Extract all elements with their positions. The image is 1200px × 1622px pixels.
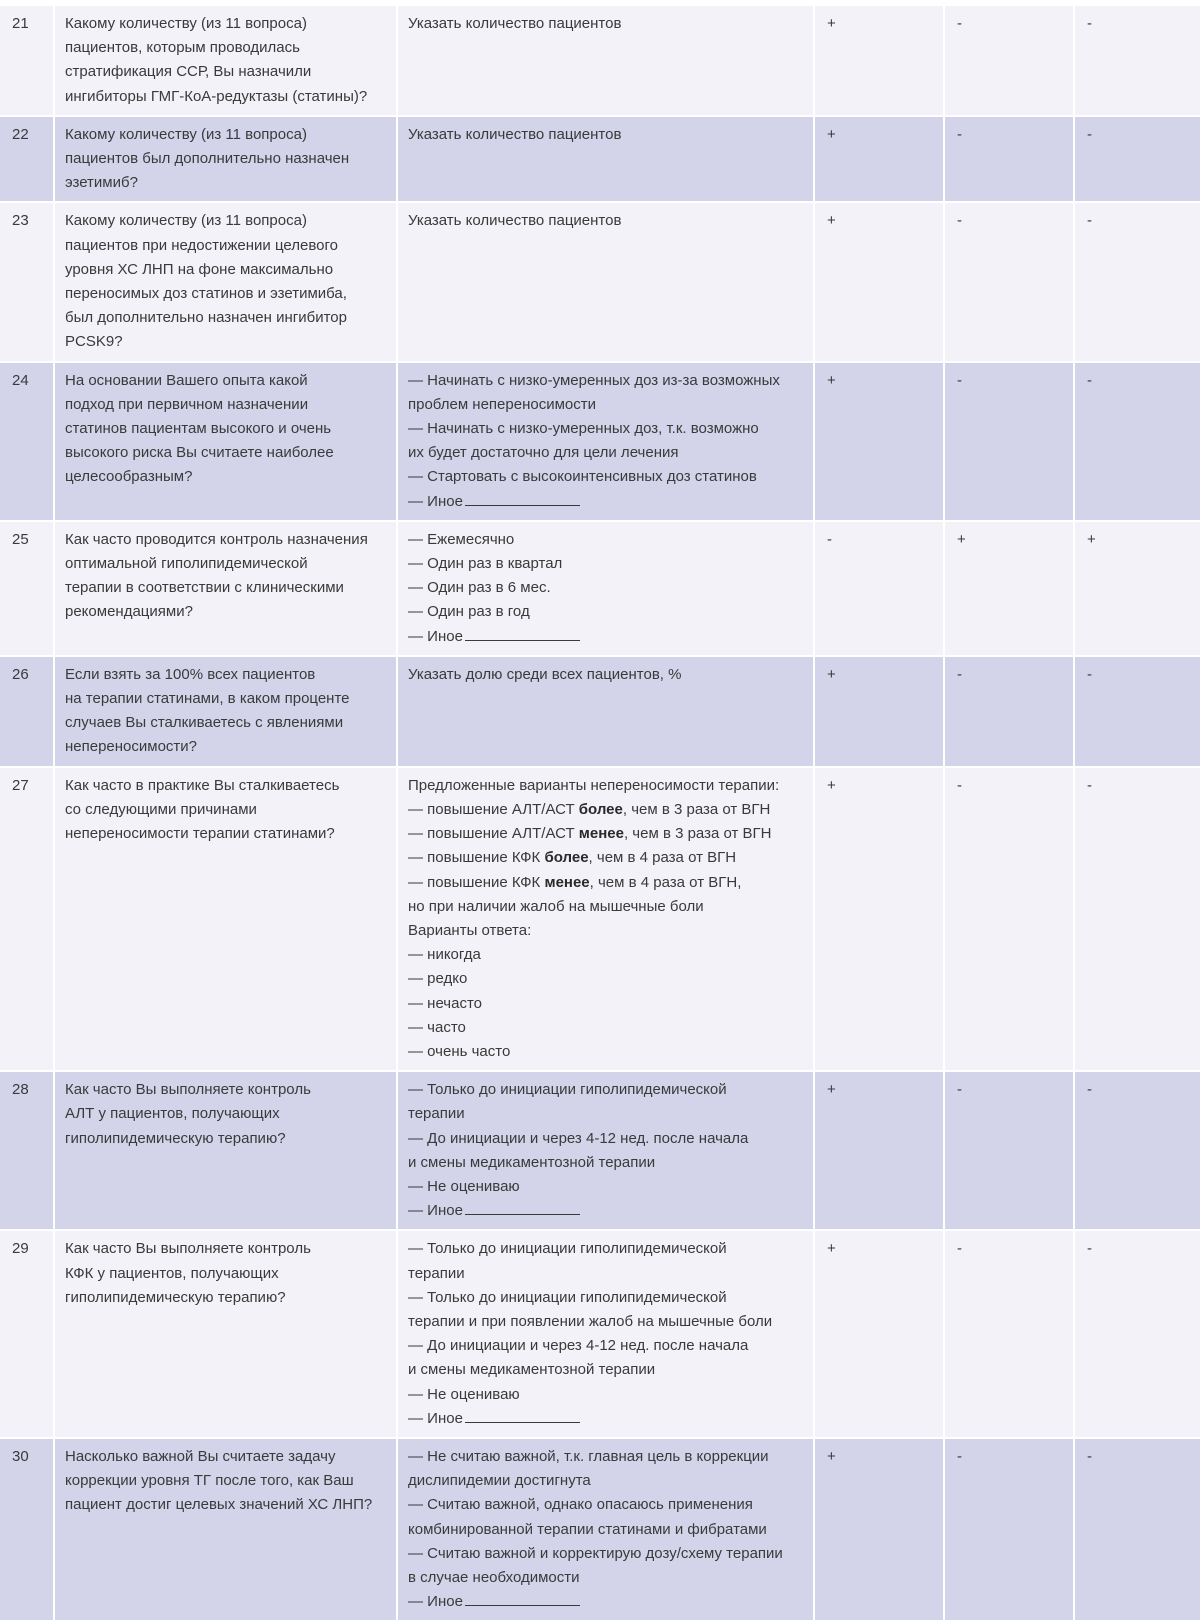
answer-line: — повышение АЛТ/АСТ менее, чем в 3 раза от ВГН [408,825,772,843]
question-number: 25 [0,522,55,657]
answer-line: — До инициации и через 4-12 нед. после начала [408,1129,749,1147]
answer-options [398,768,815,1072]
table-row [0,768,1200,1072]
answer-line: Предложенные варианты непереносимости терапии: [408,776,780,794]
question-line: оптимальной гиполипидемической [65,555,308,573]
answer-line: но при наличии жалоб на мышечные боли [408,897,704,915]
mark-c1: + [815,203,945,362]
question-line: со следующими причинами [65,800,257,818]
answer-line: — повышение КФК более, чем в 4 раза от ВГН [408,849,737,867]
question-text [55,1072,398,1231]
answer-line: — никогда [408,946,481,964]
mark-c1: + [815,768,945,1072]
mark-c1: - [815,522,945,657]
question-line: высокого риска Вы считаете наиболее [65,444,334,462]
answer-line: Указать долю среди всех пациентов, % [408,665,682,683]
blank-fill-line [465,491,580,506]
mark-c1: + [815,117,945,204]
question-number: 23 [0,203,55,362]
mark-c1: + [815,6,945,117]
answer-line: — Не оцениваю [408,1177,520,1195]
question-number: 30 [0,1439,55,1622]
question-line: стратификация ССР, Вы назначили [65,63,312,81]
mark-c3: - [1075,117,1200,204]
answer-line: — Не оцениваю [408,1385,520,1403]
table-row [0,1231,1200,1439]
mark-c3: + [1075,522,1200,657]
blank-fill-line [465,1591,580,1606]
answer-line: их будет достаточно для цели лечения [408,444,679,462]
question-text [55,203,398,362]
question-line: пациентов был дополнительно назначен [65,150,350,168]
mark-c3: - [1075,203,1200,362]
answer-line: — часто [408,1018,466,1036]
answer-line: — Иное [408,1593,463,1611]
answer-line: — Иное [408,1409,463,1427]
table-row [0,363,1200,522]
mark-c3: - [1075,1231,1200,1439]
question-text [55,1231,398,1439]
answer-line: и смены медикаментозной терапии [408,1153,656,1171]
mark-c2: - [945,203,1075,362]
answer-options [398,522,815,657]
mark-c1: + [815,363,945,522]
answer-line: — редко [408,970,468,988]
answer-line: — Начинать с низко-умеренных доз, т.к. возможно [408,420,759,438]
table-row [0,1439,1200,1622]
table-row [0,522,1200,657]
question-line: непереносимости терапии статинами? [65,825,335,843]
question-line: Насколько важной Вы считаете задачу [65,1447,336,1465]
question-line: целесообразным? [65,468,193,486]
question-text [55,363,398,522]
question-line: гиполипидемическую терапию? [65,1288,286,1306]
answer-line: — Только до инициации гиполипидемической [408,1240,727,1258]
mark-c3: - [1075,657,1200,768]
answer-options [398,1439,815,1622]
question-line: на терапии статинами, в каком проценте [65,690,350,708]
question-line: Какому количеству (из 11 вопроса) [65,125,307,143]
mark-c2: + [945,522,1075,657]
answer-line: терапии [408,1105,465,1123]
mark-c2: - [945,1072,1075,1231]
mark-c2: - [945,6,1075,117]
question-text [55,522,398,657]
answer-options [398,657,815,768]
question-line: уровня ХС ЛНП на фоне максимально [65,260,334,278]
table-row [0,1072,1200,1231]
answer-line: терапии и при появлении жалоб на мышечные боли [408,1312,773,1330]
answer-line: — Один раз в год [408,603,530,621]
answer-line: — очень часто [408,1042,511,1060]
question-line: пациентов, которым проводилась [65,39,300,57]
question-line: КФК у пациентов, получающих [65,1264,279,1282]
mark-c3: - [1075,1439,1200,1622]
answer-line: — нечасто [408,994,482,1012]
answer-line: — Считаю важной, однако опасаюсь применения [408,1496,753,1514]
answer-line: в случае необходимости [408,1568,580,1586]
answer-line: — Только до инициации гиполипидемической [408,1081,727,1099]
question-line: PCSK9? [65,333,123,351]
mark-c1: + [815,1231,945,1439]
answer-line: — Один раз в 6 мес. [408,579,551,597]
question-line: Как часто Вы выполняете контроль [65,1081,311,1099]
question-text [55,768,398,1072]
answer-line: Указать количество пациентов [408,125,622,143]
question-number: 29 [0,1231,55,1439]
question-line: коррекции уровня ТГ после того, как Ваш [65,1472,354,1490]
answer-line: и смены медикаментозной терапии [408,1361,656,1379]
answer-line: проблем непереносимости [408,395,596,413]
question-number: 28 [0,1072,55,1231]
answer-options [398,1231,815,1439]
mark-c2: - [945,117,1075,204]
mark-c2: - [945,1439,1075,1622]
mark-c2: - [945,1231,1075,1439]
answer-line: — Не считаю важной, т.к. главная цель в коррекции [408,1447,769,1465]
answer-options [398,363,815,522]
mark-c3: - [1075,1072,1200,1231]
answer-line: терапии [408,1264,465,1282]
mark-c3: - [1075,363,1200,522]
question-text [55,6,398,117]
table-row [0,117,1200,204]
answer-line: — Начинать с низко-умеренных доз из-за возможных [408,371,780,389]
question-line: переносимых доз статинов и эзетимиба, [65,285,347,303]
question-line: пациент достиг целевых значений ХС ЛНП? [65,1496,373,1514]
answer-line: — повышение АЛТ/АСТ более, чем в 3 раза от ВГН [408,800,771,818]
question-line: Как часто проводится контроль назначения [65,530,368,548]
answer-options [398,1072,815,1231]
question-number: 27 [0,768,55,1072]
answer-line: — Иное [408,1202,463,1220]
blank-fill-line [465,1200,580,1215]
question-line: был дополнительно назначен ингибитор [65,309,347,327]
mark-c1: + [815,1439,945,1622]
blank-fill-line [465,626,580,641]
answer-line: Варианты ответа: [408,921,532,939]
answer-line: комбинированной терапии статинами и фибратами [408,1520,767,1538]
answer-options [398,117,815,204]
mark-c3: - [1075,768,1200,1072]
question-line: подход при первичном назначении [65,395,309,413]
answer-line: Указать количество пациентов [408,212,622,230]
question-text [55,1439,398,1622]
question-line: ингибиторы ГМГ-КоА-редуктазы (статины)? [65,87,368,105]
mark-c2: - [945,768,1075,1072]
answer-line: — Только до инициации гиполипидемической [408,1288,727,1306]
question-number: 21 [0,6,55,117]
table-row [0,203,1200,362]
answer-line: — повышение КФК менее, чем в 4 раза от ВГН, [408,873,742,891]
question-line: Как часто Вы выполняете контроль [65,1240,311,1258]
answer-line: — Считаю важной и корректирую дозу/схему терапии [408,1544,783,1562]
question-line: АЛТ у пациентов, получающих [65,1105,280,1123]
mark-c3: - [1075,6,1200,117]
question-line: рекомендациями? [65,603,193,621]
table-row [0,657,1200,768]
answer-line: — Иное [408,492,463,510]
question-line: На основании Вашего опыта какой [65,371,308,389]
question-line: Какому количеству (из 11 вопроса) [65,15,307,32]
question-line: гиполипидемическую терапию? [65,1129,286,1147]
answer-line: дислипидемии достигнута [408,1472,591,1490]
answer-line: — Иное [408,627,463,645]
question-number: 26 [0,657,55,768]
questionnaire-table [0,6,1200,1622]
answer-options [398,203,815,362]
mark-c1: + [815,1072,945,1231]
question-text [55,117,398,204]
question-line: эзетимиб? [65,174,138,192]
mark-c2: - [945,657,1075,768]
answer-line: — Стартовать с высокоинтенсивных доз статинов [408,468,757,486]
mark-c2: - [945,363,1075,522]
question-line: случаев Вы сталкиваетесь с явлениями [65,714,344,732]
question-line: Если взять за 100% всех пациентов [65,665,316,683]
answer-line: — До инициации и через 4-12 нед. после начала [408,1337,749,1355]
question-line: терапии в соответствии с клиническими [65,579,344,597]
question-line: Как часто в практике Вы сталкиваетесь [65,776,340,794]
question-number: 22 [0,117,55,204]
answer-options [398,6,815,117]
question-text [55,657,398,768]
question-line: пациентов при недостижении целевого [65,236,338,254]
question-line: статинов пациентам высокого и очень [65,420,332,438]
blank-fill-line [465,1408,580,1423]
answer-line: Указать количество пациентов [408,15,622,32]
answer-line: — Один раз в квартал [408,555,563,573]
table-row [0,6,1200,117]
question-line: Какому количеству (из 11 вопроса) [65,212,307,230]
mark-c1: + [815,657,945,768]
answer-line: — Ежемесячно [408,530,515,548]
question-line: непереносимости? [65,738,198,756]
questionnaire-body [0,6,1200,1622]
question-number: 24 [0,363,55,522]
